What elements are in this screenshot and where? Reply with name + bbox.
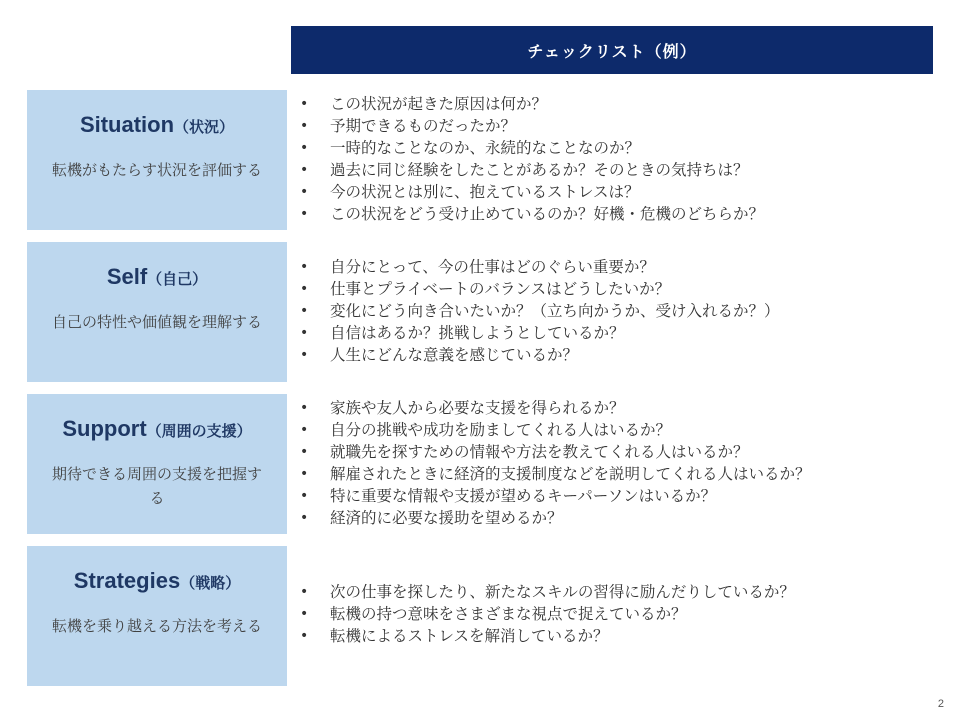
label-box-strategies — [27, 546, 287, 686]
item-text: 次の仕事を探したり、新たなスキルの習得に励んだりしているか？ — [330, 583, 795, 601]
item-text: 転機の持つ意味をさまざまな視点で捉えているか？ — [330, 605, 687, 623]
item-text: 経済的に必要な援助を望めるか？ — [330, 509, 563, 527]
list-item — [300, 419, 940, 441]
list-item — [300, 603, 940, 625]
item-text: 今の状況とは別に、抱えているストレスは？ — [330, 183, 640, 201]
checklist-header-title: チェックリスト（例） — [527, 41, 697, 61]
list-item — [300, 625, 940, 647]
bullet-icon: • — [300, 488, 309, 504]
bullet-icon: • — [300, 140, 309, 156]
bullet-icon: • — [300, 303, 309, 319]
list-item — [300, 115, 940, 137]
item-text: 過去に同じ経験をしたことがあるか？そのときの気持ちは？ — [330, 161, 749, 179]
section-title-en: Support — [62, 416, 147, 441]
section-title-en: Self — [106, 264, 148, 289]
section-title-en: Strategies — [73, 568, 181, 593]
section-description: 転機がもたらす状況を評価する — [52, 161, 263, 179]
section-title-jp: （状況） — [174, 118, 235, 136]
checklist-support — [300, 397, 940, 529]
bullet-icon: • — [300, 184, 309, 200]
list-item — [300, 397, 940, 419]
item-text: 人生にどんな意義を感じているか？ — [330, 346, 579, 364]
item-text: 特に重要な情報や支援が望めるキーパーソンはいるか？ — [330, 487, 717, 505]
list-item — [300, 137, 940, 159]
item-text: この状況が起きた原因は何か？ — [330, 95, 548, 113]
list-item — [300, 278, 940, 300]
item-text: 自信はあるか？挑戦しようとしているか？ — [330, 324, 625, 342]
bullet-icon: • — [300, 96, 309, 112]
bullet-icon: • — [300, 325, 309, 341]
item-text: 一時的なことなのか、永続的なことなのか？ — [330, 139, 641, 157]
bullet-icon: • — [300, 400, 309, 416]
list-item — [300, 203, 940, 225]
section-description: 期待できる周囲の支援を把握する — [52, 465, 263, 507]
section-title-jp: （周囲の支援） — [146, 422, 252, 440]
item-text: 自分にとって、今の仕事はどのぐらい重要か？ — [330, 258, 655, 276]
list-item — [300, 485, 940, 507]
section-title — [107, 264, 207, 290]
page-number: 2 — [937, 698, 944, 710]
checklist-situation — [300, 93, 940, 225]
item-text: 変化にどう向き合いたいか？（立ち向かうか、受け入れるか？） — [330, 302, 780, 320]
bullet-icon: • — [300, 347, 309, 363]
label-box-self — [27, 242, 287, 382]
checklist-strategies — [300, 581, 940, 647]
label-box-situation — [27, 90, 287, 230]
section-title — [74, 568, 240, 594]
section-description: 自己の特性や価値観を理解する — [52, 313, 263, 331]
list-item — [300, 93, 940, 115]
list-item — [300, 463, 940, 485]
item-text: 自分の挑戦や成功を励ましてくれる人はいるか？ — [330, 421, 672, 439]
bullet-icon: • — [300, 259, 309, 275]
section-title-en: Situation — [79, 112, 175, 137]
checklist-header — [291, 26, 933, 74]
item-text: 就職先を探すための情報や方法を教えてくれる人はいるか？ — [330, 443, 749, 461]
list-item — [300, 159, 940, 181]
bullet-icon: • — [300, 510, 309, 526]
bullet-icon: • — [300, 628, 309, 644]
section-title — [62, 416, 251, 442]
section-title — [80, 112, 234, 138]
bullet-icon: • — [300, 281, 309, 297]
list-item — [300, 507, 940, 529]
bullet-icon: • — [300, 422, 309, 438]
bullet-icon: • — [300, 606, 309, 622]
item-text: 家族や友人から必要な支援を得られるか？ — [330, 399, 625, 417]
item-text: この状況をどう受け止めているのか？好機・危機のどちらか？ — [330, 205, 765, 223]
checklist-self — [300, 256, 940, 366]
label-box-support — [27, 394, 287, 534]
bullet-icon: • — [300, 206, 309, 222]
list-item — [300, 344, 940, 366]
bullet-icon: • — [300, 162, 309, 178]
list-item — [300, 581, 940, 603]
section-title-jp: （自己） — [147, 270, 208, 288]
list-item — [300, 181, 940, 203]
list-item — [300, 256, 940, 278]
list-item — [300, 322, 940, 344]
item-text: 転機によるストレスを解消しているか？ — [330, 627, 609, 645]
bullet-icon: • — [300, 466, 309, 482]
bullet-icon: • — [300, 584, 309, 600]
bullet-icon: • — [300, 444, 309, 460]
item-text: 仕事とプライベートのバランスはどうしたいか？ — [330, 280, 671, 298]
list-item — [300, 441, 940, 463]
section-description: 転機を乗り越える方法を考える — [52, 617, 263, 635]
item-text: 解雇されたときに経済的支援制度などを説明してくれる人はいるか？ — [330, 465, 811, 483]
item-text: 予期できるものだったか？ — [330, 117, 517, 135]
bullet-icon: • — [300, 118, 309, 134]
section-title-jp: （戦略） — [180, 574, 241, 592]
list-item — [300, 300, 940, 322]
